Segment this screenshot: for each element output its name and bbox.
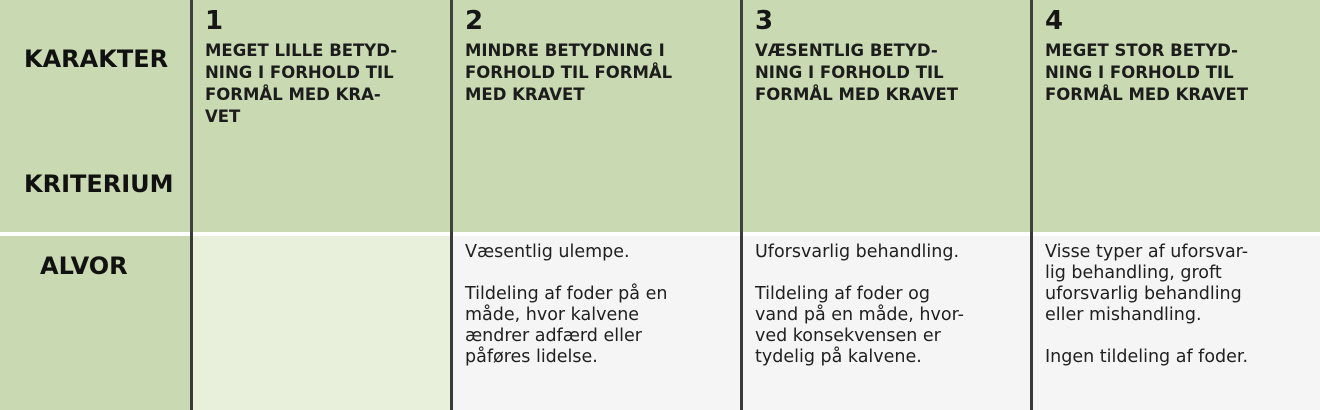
column-number: 4 (1045, 6, 1064, 36)
alvor-text: Væsentlig ulempe. Tildeling af foder på en måde, hvor kalvene ændrer adfærd eller påføres lidelse. (465, 242, 668, 367)
column-header-3 (740, 0, 1030, 232)
column-heading: VÆSENTLIG BETYD- NING I FORHOLD TIL FORMÅL MED KRAVET (755, 41, 959, 104)
alvor-label-cell (0, 232, 190, 410)
alvor-cell-4 (1030, 232, 1320, 410)
column-header-4 (1030, 0, 1320, 232)
column-number: 1 (205, 6, 224, 36)
alvor-cell-3 (740, 232, 1030, 410)
column-header-1 (190, 0, 450, 232)
column-header-2 (450, 0, 740, 232)
alvor-text: Uforsvarlig behandling. Tildeling af foder og vand på en måde, hvor- ved konsekvensen er tydelig på kalvene. (755, 242, 964, 367)
column-number: 3 (755, 6, 774, 36)
column-heading: MEGET STOR BETYD- NING I FORHOLD TIL FORMÅL MED KRAVET (1045, 41, 1249, 104)
column-heading: MINDRE BETYDNING I FORHOLD TIL FORMÅL MED KRAVET (465, 41, 673, 104)
alvor-text: Visse typer af uforsvar- lig behandling, groft uforsvarlig behandling eller mishandling. Ingen tildeling af foder. (1045, 242, 1249, 367)
alvor-cell-1 (190, 232, 450, 410)
alvor-label: ALVOR (40, 252, 128, 280)
header-label-cell (0, 0, 190, 232)
column-heading: MEGET LILLE BETYD- NING I FORHOLD TIL FORMÅL MED KRA- VET (205, 41, 398, 126)
column-number: 2 (465, 6, 484, 36)
karakter-label: KARAKTER (24, 45, 169, 73)
alvor-cell-2 (450, 232, 740, 410)
kriterium-label: KRITERIUM (24, 170, 174, 198)
